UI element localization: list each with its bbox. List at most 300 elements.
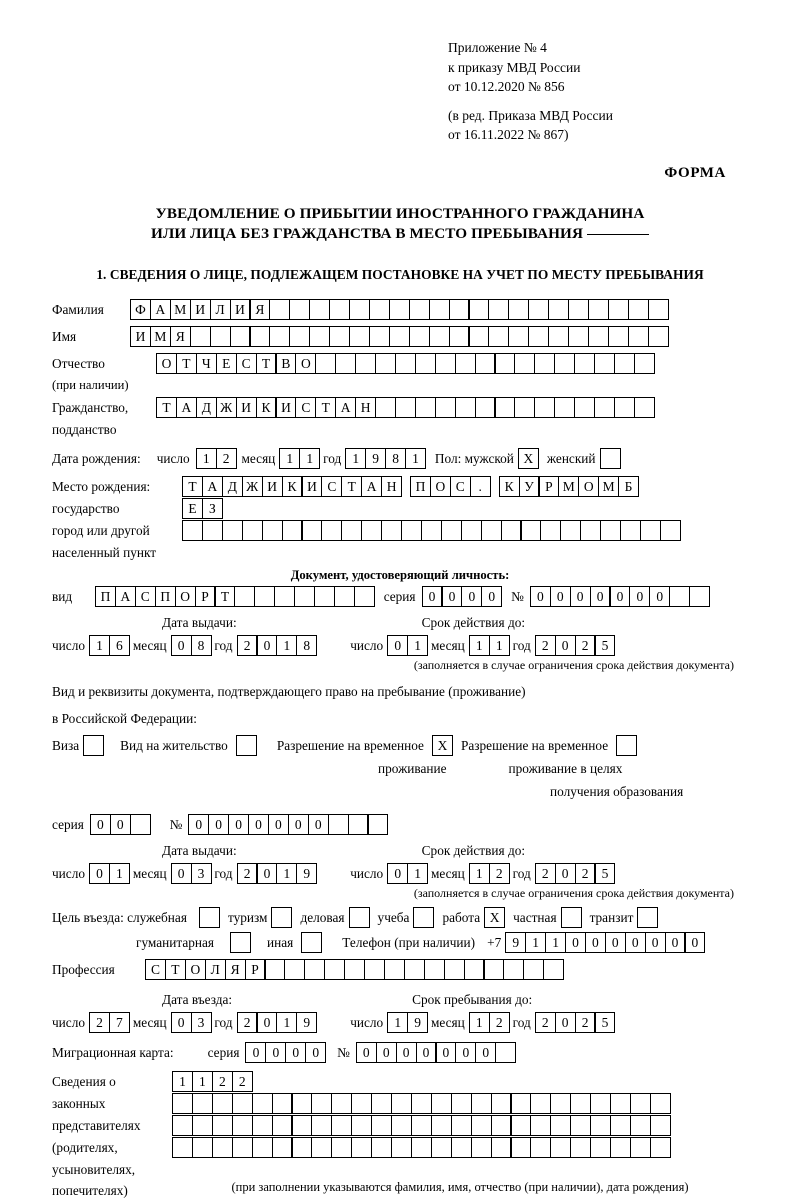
char-cell[interactable] xyxy=(608,299,629,320)
char-cell[interactable] xyxy=(468,326,489,347)
char-cell[interactable]: К xyxy=(256,397,277,418)
char-cell[interactable] xyxy=(630,1093,651,1114)
char-cell[interactable]: 9 xyxy=(296,863,317,884)
sex-male-checkbox[interactable]: Х xyxy=(518,448,539,469)
char-cell[interactable] xyxy=(514,397,535,418)
char-cell[interactable] xyxy=(391,1137,412,1158)
char-cell[interactable] xyxy=(274,586,295,607)
char-cell[interactable]: 0 xyxy=(422,586,443,607)
char-cell[interactable] xyxy=(367,814,388,835)
char-cell[interactable] xyxy=(530,1137,551,1158)
char-cell[interactable] xyxy=(528,299,549,320)
char-cell[interactable]: 5 xyxy=(594,1012,615,1033)
char-cell[interactable]: 0 xyxy=(590,586,611,607)
char-cell[interactable] xyxy=(491,1115,512,1136)
char-cell[interactable] xyxy=(510,1115,531,1136)
char-cell[interactable] xyxy=(371,1115,392,1136)
char-cell[interactable] xyxy=(334,586,355,607)
char-cell[interactable] xyxy=(381,520,402,541)
char-cell[interactable]: 0 xyxy=(265,1042,286,1063)
char-cell[interactable]: У xyxy=(519,476,540,497)
char-cell[interactable]: 0 xyxy=(461,586,482,607)
char-cell[interactable] xyxy=(291,1093,312,1114)
char-cell[interactable] xyxy=(650,1115,671,1136)
purpose-service-checkbox[interactable] xyxy=(199,907,220,928)
char-cell[interactable]: П xyxy=(95,586,116,607)
char-cell[interactable] xyxy=(451,1137,472,1158)
char-cell[interactable] xyxy=(534,397,555,418)
char-cell[interactable]: 2 xyxy=(575,863,596,884)
char-cell[interactable]: 0 xyxy=(684,932,705,953)
char-cell[interactable] xyxy=(335,353,356,374)
char-cell[interactable] xyxy=(344,959,365,980)
char-cell[interactable]: 0 xyxy=(305,1042,326,1063)
char-cell[interactable] xyxy=(232,1093,253,1114)
char-cell[interactable] xyxy=(534,353,555,374)
char-cell[interactable]: 1 xyxy=(387,1012,408,1033)
char-cell[interactable]: И xyxy=(230,299,251,320)
char-cell[interactable] xyxy=(351,1093,372,1114)
char-cell[interactable] xyxy=(424,959,445,980)
char-cell[interactable] xyxy=(409,326,430,347)
char-cell[interactable]: 1 xyxy=(405,448,426,469)
char-cell[interactable]: Ж xyxy=(216,397,237,418)
char-cell[interactable] xyxy=(610,1093,631,1114)
char-cell[interactable] xyxy=(411,1137,432,1158)
entry-year-cells[interactable] xyxy=(237,1012,317,1033)
char-cell[interactable]: 1 xyxy=(89,635,110,656)
char-cell[interactable] xyxy=(284,959,305,980)
char-cell[interactable] xyxy=(371,1093,392,1114)
temp-residence-checkbox[interactable]: Х xyxy=(432,735,453,756)
char-cell[interactable]: О xyxy=(156,353,177,374)
char-cell[interactable]: С xyxy=(135,586,156,607)
char-cell[interactable]: . xyxy=(470,476,491,497)
char-cell[interactable]: 1 xyxy=(525,932,546,953)
char-cell[interactable] xyxy=(391,1093,412,1114)
birthplace-cells-row1[interactable] xyxy=(182,476,638,497)
char-cell[interactable]: 0 xyxy=(110,814,131,835)
char-cell[interactable]: Д xyxy=(222,476,243,497)
char-cell[interactable] xyxy=(608,326,629,347)
char-cell[interactable] xyxy=(455,353,476,374)
idoc-valid-month-cells[interactable] xyxy=(469,635,509,656)
char-cell[interactable]: 0 xyxy=(435,1042,456,1063)
char-cell[interactable] xyxy=(594,397,615,418)
char-cell[interactable] xyxy=(210,326,231,347)
char-cell[interactable]: 1 xyxy=(345,448,366,469)
char-cell[interactable] xyxy=(570,1137,591,1158)
char-cell[interactable] xyxy=(404,959,425,980)
permit-issue-day-cells[interactable] xyxy=(89,863,129,884)
char-cell[interactable] xyxy=(431,1115,452,1136)
char-cell[interactable]: Т xyxy=(176,353,197,374)
char-cell[interactable]: О xyxy=(295,353,316,374)
char-cell[interactable] xyxy=(249,326,270,347)
char-cell[interactable] xyxy=(391,1115,412,1136)
char-cell[interactable]: О xyxy=(175,586,196,607)
char-cell[interactable]: И xyxy=(190,299,211,320)
purpose-business-checkbox[interactable] xyxy=(349,907,370,928)
char-cell[interactable]: 0 xyxy=(89,863,110,884)
birth-year-cells[interactable] xyxy=(345,448,425,469)
char-cell[interactable] xyxy=(550,1137,571,1158)
char-cell[interactable] xyxy=(192,1115,213,1136)
char-cell[interactable] xyxy=(329,326,350,347)
char-cell[interactable] xyxy=(650,1137,671,1158)
char-cell[interactable] xyxy=(574,353,595,374)
char-cell[interactable] xyxy=(483,959,504,980)
char-cell[interactable]: 2 xyxy=(575,635,596,656)
char-cell[interactable] xyxy=(348,814,369,835)
idoc-number-cells[interactable] xyxy=(530,586,709,607)
char-cell[interactable]: О xyxy=(578,476,599,497)
char-cell[interactable] xyxy=(455,397,476,418)
idoc-kind-cells[interactable] xyxy=(95,586,374,607)
patronymic-cells[interactable] xyxy=(156,353,654,374)
char-cell[interactable] xyxy=(554,397,575,418)
char-cell[interactable]: 0 xyxy=(441,586,462,607)
char-cell[interactable] xyxy=(503,959,524,980)
surname-cells[interactable] xyxy=(130,299,667,320)
char-cell[interactable]: 0 xyxy=(555,1012,576,1033)
char-cell[interactable]: Я xyxy=(170,326,191,347)
char-cell[interactable] xyxy=(331,1137,352,1158)
char-cell[interactable]: Я xyxy=(249,299,270,320)
char-cell[interactable]: Т xyxy=(256,353,277,374)
char-cell[interactable]: 2 xyxy=(237,1012,258,1033)
char-cell[interactable] xyxy=(182,520,203,541)
char-cell[interactable] xyxy=(431,1093,452,1114)
char-cell[interactable]: 3 xyxy=(191,1012,212,1033)
char-cell[interactable]: Р xyxy=(195,586,216,607)
char-cell[interactable]: А xyxy=(361,476,382,497)
char-cell[interactable] xyxy=(628,299,649,320)
char-cell[interactable]: С xyxy=(295,397,316,418)
char-cell[interactable] xyxy=(634,353,655,374)
char-cell[interactable]: 0 xyxy=(208,814,229,835)
char-cell[interactable] xyxy=(411,1115,432,1136)
char-cell[interactable]: 0 xyxy=(171,635,192,656)
char-cell[interactable] xyxy=(429,326,450,347)
char-cell[interactable] xyxy=(212,1137,233,1158)
char-cell[interactable] xyxy=(630,1115,651,1136)
idoc-valid-year-cells[interactable] xyxy=(535,635,615,656)
birth-day-cells[interactable] xyxy=(196,448,236,469)
char-cell[interactable]: 2 xyxy=(216,448,237,469)
char-cell[interactable] xyxy=(510,1093,531,1114)
purpose-other-checkbox[interactable] xyxy=(301,932,322,953)
char-cell[interactable] xyxy=(371,1137,392,1158)
char-cell[interactable] xyxy=(468,299,489,320)
char-cell[interactable] xyxy=(669,586,690,607)
char-cell[interactable] xyxy=(570,1115,591,1136)
char-cell[interactable] xyxy=(272,1093,293,1114)
char-cell[interactable]: 1 xyxy=(196,448,217,469)
char-cell[interactable] xyxy=(494,397,515,418)
char-cell[interactable] xyxy=(648,299,669,320)
legal-rep-cells-row4[interactable] xyxy=(172,1137,670,1158)
char-cell[interactable] xyxy=(550,1115,571,1136)
residence-permit-checkbox[interactable] xyxy=(236,735,257,756)
char-cell[interactable] xyxy=(254,586,275,607)
char-cell[interactable] xyxy=(361,520,382,541)
char-cell[interactable] xyxy=(289,326,310,347)
char-cell[interactable] xyxy=(369,299,390,320)
char-cell[interactable] xyxy=(530,1115,551,1136)
char-cell[interactable] xyxy=(222,520,243,541)
char-cell[interactable] xyxy=(130,814,151,835)
char-cell[interactable] xyxy=(548,326,569,347)
name-cells[interactable] xyxy=(130,326,667,347)
char-cell[interactable] xyxy=(614,397,635,418)
char-cell[interactable]: 2 xyxy=(535,1012,556,1033)
char-cell[interactable]: 0 xyxy=(248,814,269,835)
char-cell[interactable]: Л xyxy=(210,299,231,320)
char-cell[interactable] xyxy=(590,1137,611,1158)
char-cell[interactable]: 0 xyxy=(288,814,309,835)
char-cell[interactable]: М xyxy=(150,326,171,347)
char-cell[interactable]: 0 xyxy=(245,1042,266,1063)
char-cell[interactable]: 0 xyxy=(455,1042,476,1063)
char-cell[interactable]: 1 xyxy=(407,863,428,884)
char-cell[interactable]: Ч xyxy=(196,353,217,374)
char-cell[interactable] xyxy=(451,1115,472,1136)
char-cell[interactable] xyxy=(501,520,522,541)
char-cell[interactable]: 7 xyxy=(109,1012,130,1033)
char-cell[interactable]: 0 xyxy=(565,932,586,953)
char-cell[interactable]: 9 xyxy=(296,1012,317,1033)
char-cell[interactable]: М xyxy=(170,299,191,320)
char-cell[interactable] xyxy=(610,1115,631,1136)
citizenship-cells[interactable] xyxy=(156,397,654,418)
char-cell[interactable]: 0 xyxy=(481,586,502,607)
char-cell[interactable] xyxy=(630,1137,651,1158)
char-cell[interactable] xyxy=(252,1137,273,1158)
char-cell[interactable]: 0 xyxy=(645,932,666,953)
char-cell[interactable]: 9 xyxy=(505,932,526,953)
char-cell[interactable] xyxy=(351,1115,372,1136)
char-cell[interactable]: 0 xyxy=(387,863,408,884)
char-cell[interactable]: И xyxy=(236,397,257,418)
char-cell[interactable]: 0 xyxy=(555,635,576,656)
char-cell[interactable]: 0 xyxy=(188,814,209,835)
char-cell[interactable]: И xyxy=(275,397,296,418)
char-cell[interactable]: Т xyxy=(156,397,177,418)
phone-cells[interactable] xyxy=(505,932,704,953)
char-cell[interactable]: О xyxy=(430,476,451,497)
char-cell[interactable] xyxy=(441,520,462,541)
char-cell[interactable]: 0 xyxy=(376,1042,397,1063)
char-cell[interactable]: 1 xyxy=(299,448,320,469)
char-cell[interactable] xyxy=(375,397,396,418)
char-cell[interactable] xyxy=(389,326,410,347)
char-cell[interactable]: 0 xyxy=(90,814,111,835)
idoc-issue-day-cells[interactable] xyxy=(89,635,129,656)
char-cell[interactable] xyxy=(488,326,509,347)
char-cell[interactable]: Т xyxy=(165,959,186,980)
char-cell[interactable] xyxy=(588,299,609,320)
entry-month-cells[interactable] xyxy=(171,1012,211,1033)
char-cell[interactable] xyxy=(202,520,223,541)
visa-checkbox[interactable] xyxy=(83,735,104,756)
char-cell[interactable] xyxy=(364,959,385,980)
char-cell[interactable]: 0 xyxy=(256,635,277,656)
char-cell[interactable]: Е xyxy=(216,353,237,374)
char-cell[interactable]: 0 xyxy=(609,586,630,607)
char-cell[interactable] xyxy=(369,326,390,347)
edu-residence-checkbox[interactable] xyxy=(616,735,637,756)
char-cell[interactable] xyxy=(289,299,310,320)
char-cell[interactable] xyxy=(475,353,496,374)
char-cell[interactable] xyxy=(523,959,544,980)
char-cell[interactable] xyxy=(269,326,290,347)
purpose-tourism-checkbox[interactable] xyxy=(271,907,292,928)
char-cell[interactable]: 0 xyxy=(256,863,277,884)
char-cell[interactable] xyxy=(554,353,575,374)
idoc-valid-day-cells[interactable] xyxy=(387,635,427,656)
char-cell[interactable]: К xyxy=(499,476,520,497)
char-cell[interactable]: 5 xyxy=(594,635,615,656)
char-cell[interactable]: 0 xyxy=(416,1042,437,1063)
char-cell[interactable] xyxy=(375,353,396,374)
char-cell[interactable] xyxy=(172,1115,193,1136)
char-cell[interactable]: 5 xyxy=(594,863,615,884)
char-cell[interactable] xyxy=(272,1137,293,1158)
char-cell[interactable]: 0 xyxy=(396,1042,417,1063)
char-cell[interactable] xyxy=(568,326,589,347)
char-cell[interactable] xyxy=(341,520,362,541)
char-cell[interactable] xyxy=(520,520,541,541)
char-cell[interactable] xyxy=(355,353,376,374)
char-cell[interactable] xyxy=(349,326,370,347)
char-cell[interactable] xyxy=(614,353,635,374)
permit-valid-month-cells[interactable] xyxy=(469,863,509,884)
char-cell[interactable] xyxy=(301,520,322,541)
char-cell[interactable]: Б xyxy=(618,476,639,497)
char-cell[interactable] xyxy=(389,299,410,320)
char-cell[interactable] xyxy=(212,1093,233,1114)
char-cell[interactable] xyxy=(530,1093,551,1114)
char-cell[interactable] xyxy=(415,397,436,418)
char-cell[interactable] xyxy=(548,299,569,320)
char-cell[interactable]: 0 xyxy=(228,814,249,835)
char-cell[interactable]: З xyxy=(202,498,223,519)
char-cell[interactable] xyxy=(495,1042,516,1063)
char-cell[interactable] xyxy=(329,299,350,320)
char-cell[interactable] xyxy=(594,353,615,374)
purpose-work-checkbox[interactable]: Х xyxy=(484,907,505,928)
char-cell[interactable]: 2 xyxy=(489,1012,510,1033)
char-cell[interactable]: 9 xyxy=(365,448,386,469)
permit-issue-month-cells[interactable] xyxy=(171,863,211,884)
legal-rep-cells-row3[interactable] xyxy=(172,1115,670,1136)
char-cell[interactable]: 0 xyxy=(356,1042,377,1063)
char-cell[interactable] xyxy=(610,1137,631,1158)
char-cell[interactable] xyxy=(431,1137,452,1158)
char-cell[interactable]: Р xyxy=(538,476,559,497)
char-cell[interactable] xyxy=(464,959,485,980)
char-cell[interactable] xyxy=(435,397,456,418)
char-cell[interactable] xyxy=(252,1115,273,1136)
char-cell[interactable]: 9 xyxy=(407,1012,428,1033)
birth-month-cells[interactable] xyxy=(279,448,319,469)
sex-female-checkbox[interactable] xyxy=(600,448,621,469)
char-cell[interactable]: 1 xyxy=(109,863,130,884)
char-cell[interactable]: М xyxy=(598,476,619,497)
char-cell[interactable] xyxy=(321,520,342,541)
char-cell[interactable]: 0 xyxy=(649,586,670,607)
char-cell[interactable] xyxy=(543,959,564,980)
char-cell[interactable]: С xyxy=(321,476,342,497)
char-cell[interactable] xyxy=(429,299,450,320)
char-cell[interactable] xyxy=(620,520,641,541)
char-cell[interactable]: С xyxy=(450,476,471,497)
char-cell[interactable]: 1 xyxy=(192,1071,213,1092)
char-cell[interactable]: Е xyxy=(182,498,203,519)
char-cell[interactable] xyxy=(331,1093,352,1114)
birthplace-cells-row2[interactable] xyxy=(182,498,222,519)
char-cell[interactable] xyxy=(628,326,649,347)
idoc-issue-month-cells[interactable] xyxy=(171,635,211,656)
char-cell[interactable] xyxy=(510,1137,531,1158)
char-cell[interactable]: В xyxy=(275,353,296,374)
char-cell[interactable]: 2 xyxy=(212,1071,233,1092)
char-cell[interactable] xyxy=(574,397,595,418)
char-cell[interactable]: Т xyxy=(341,476,362,497)
char-cell[interactable]: 1 xyxy=(276,1012,297,1033)
char-cell[interactable] xyxy=(331,1115,352,1136)
char-cell[interactable] xyxy=(650,1093,671,1114)
purpose-study-checkbox[interactable] xyxy=(413,907,434,928)
char-cell[interactable] xyxy=(415,353,436,374)
char-cell[interactable] xyxy=(291,1137,312,1158)
char-cell[interactable]: 1 xyxy=(172,1071,193,1092)
char-cell[interactable] xyxy=(315,353,336,374)
char-cell[interactable] xyxy=(634,397,655,418)
char-cell[interactable] xyxy=(311,1137,332,1158)
char-cell[interactable]: П xyxy=(410,476,431,497)
char-cell[interactable]: Н xyxy=(355,397,376,418)
char-cell[interactable]: 0 xyxy=(605,932,626,953)
char-cell[interactable] xyxy=(471,1115,492,1136)
char-cell[interactable]: 1 xyxy=(279,448,300,469)
char-cell[interactable]: 0 xyxy=(555,863,576,884)
char-cell[interactable] xyxy=(689,586,710,607)
char-cell[interactable] xyxy=(252,1093,273,1114)
char-cell[interactable] xyxy=(354,586,375,607)
char-cell[interactable]: А xyxy=(115,586,136,607)
char-cell[interactable]: О xyxy=(185,959,206,980)
char-cell[interactable] xyxy=(212,1115,233,1136)
stay-year-cells[interactable] xyxy=(535,1012,615,1033)
char-cell[interactable] xyxy=(192,1137,213,1158)
char-cell[interactable] xyxy=(471,1093,492,1114)
char-cell[interactable] xyxy=(550,1093,571,1114)
entry-day-cells[interactable] xyxy=(89,1012,129,1033)
char-cell[interactable]: М xyxy=(558,476,579,497)
char-cell[interactable]: 0 xyxy=(530,586,551,607)
char-cell[interactable]: 0 xyxy=(625,932,646,953)
char-cell[interactable] xyxy=(309,299,330,320)
char-cell[interactable]: 1 xyxy=(545,932,566,953)
char-cell[interactable]: С xyxy=(145,959,166,980)
permit-series-cells[interactable] xyxy=(90,814,150,835)
stay-month-cells[interactable] xyxy=(469,1012,509,1033)
char-cell[interactable] xyxy=(291,1115,312,1136)
char-cell[interactable] xyxy=(444,959,465,980)
char-cell[interactable] xyxy=(409,299,430,320)
